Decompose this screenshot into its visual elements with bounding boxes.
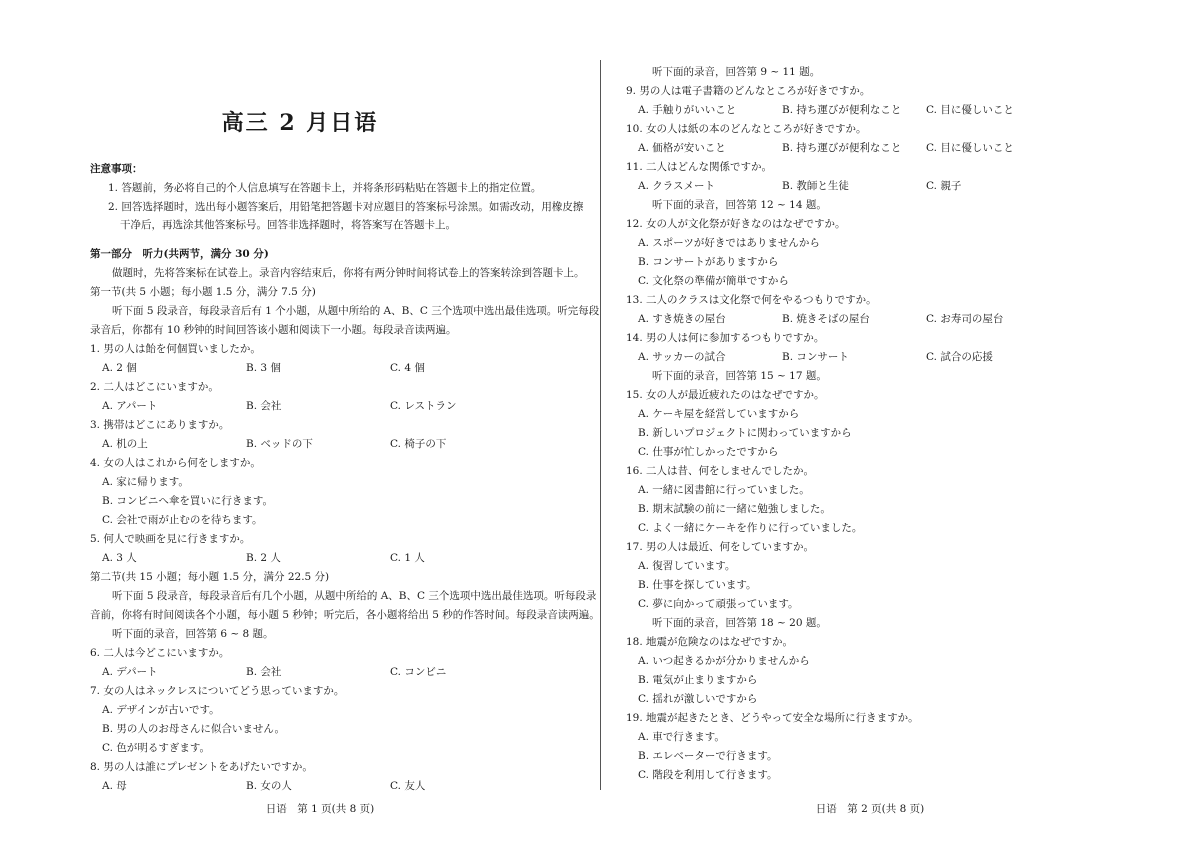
option-a: A. ケーキ屋を経営していますから bbox=[638, 408, 800, 420]
exam-title: 高三 2 月日语 bbox=[221, 110, 379, 136]
option-b: B. エレベーターで行きます。 bbox=[638, 750, 778, 762]
question-stem: 1. 男の人は飴を何個買いましたか。 bbox=[90, 343, 261, 355]
question-stem: 8. 男の人は誰にプレゼントをあげたいですか。 bbox=[90, 761, 313, 773]
option-a: A. 母 bbox=[102, 780, 127, 792]
question-stem: 15. 女の人が最近疲れたのはなぜですか。 bbox=[626, 389, 825, 401]
listening-intro: 听下面的录音，回答第 15 ~ 17 题。 bbox=[652, 370, 827, 382]
notes-block bbox=[90, 160, 590, 235]
option-a: A. すき焼きの屋台 bbox=[638, 313, 726, 325]
option-b: B. 3 個 bbox=[246, 362, 281, 374]
option-a: A. クラスメート bbox=[638, 180, 715, 192]
note-item: 1. 答题前，务必将自己的个人信息填写在答题卡上，并将条形码粘贴在答题卡上的指定位置。 bbox=[108, 182, 542, 194]
option-b: B. 会社 bbox=[246, 666, 282, 678]
question-stem: 7. 女の人はネックレスについてどう思っていますか。 bbox=[90, 685, 345, 697]
option-c: C. お寿司の屋台 bbox=[926, 313, 1004, 325]
option-b: B. 女の人 bbox=[246, 780, 292, 792]
section2-instruction: 听下面 5 段录音，每段录音后有几个小题，从题中所给的 A、B、C 三个选项中选出最佳选项。听每段录 bbox=[112, 590, 597, 602]
option-b: B. 持ち運びが便利なこと bbox=[782, 142, 902, 154]
note-item-continued: 干净后，再选涂其他答案标号。回答非选择题时，将答案写在答题卡上。 bbox=[120, 219, 456, 231]
option-c: C. よく一緒にケーキを作りに行っていました。 bbox=[638, 522, 863, 534]
option-b: B. 男の人のお母さんに似合いません。 bbox=[102, 723, 286, 735]
option-a: A. いつ起きるかが分かりませんから bbox=[638, 655, 810, 667]
option-a: A. 復習しています。 bbox=[638, 560, 736, 572]
question-stem: 19. 地震が起きたとき、どうやって安全な場所に行きますか。 bbox=[626, 712, 919, 724]
option-c: C. 目に優しいこと bbox=[926, 104, 1014, 116]
question-options bbox=[90, 359, 590, 378]
section1-heading: 第一节(共 5 小题；每小题 1.5 分，满分 7.5 分) bbox=[90, 286, 316, 298]
option-c: C. 揺れが激しいですから bbox=[638, 693, 758, 705]
option-c: C. 試合の応援 bbox=[926, 351, 993, 363]
left-questions bbox=[90, 245, 600, 796]
option-b: B. コンサートがありますから bbox=[638, 256, 779, 268]
option-c: C. 色が明るすぎます。 bbox=[102, 742, 210, 754]
question-options bbox=[626, 177, 1186, 196]
question-stem: 2. 二人はどこにいますか。 bbox=[90, 381, 219, 393]
listening-intro: 听下面的录音，回答第 18 ~ 20 题。 bbox=[652, 617, 827, 629]
section2-instruction: 音前，你将有时间阅读各个小题，每小题 5 秒钟；听完后，各小题将给出 5 秒的作答时间。每段录音读两遍。 bbox=[90, 609, 600, 621]
option-a: A. 手触りがいいこと bbox=[638, 104, 737, 116]
listening-intro: 听下面的录音，回答第 6 ~ 8 题。 bbox=[112, 628, 274, 640]
note-item: 2. 回答选择题时，选出每小题答案后，用铅笔把答题卡对应题目的答案标号涂黑。如需改动，用橡皮擦 bbox=[108, 200, 584, 213]
option-c: C. 階段を利用して行きます。 bbox=[638, 769, 778, 781]
notes-heading: 注意事项： bbox=[90, 163, 143, 175]
question-stem: 13. 二人のクラスは文化祭で何をやるつもりですか。 bbox=[626, 294, 877, 306]
option-b: B. 仕事を探しています。 bbox=[638, 579, 757, 591]
option-c: C. 目に優しいこと bbox=[926, 142, 1014, 154]
option-c: C. 親子 bbox=[926, 180, 962, 192]
listening-intro: 听下面的录音，回答第 12 ~ 14 题。 bbox=[652, 199, 827, 211]
option-c: C. 椅子の下 bbox=[390, 438, 447, 450]
section1-instruction: 听下面 5 段录音，每段录音后有 1 个小题，从题中所给的 A、B、C 三个选项中选出最佳选项。听完每段 bbox=[112, 305, 600, 317]
section2-heading: 第二节(共 15 小题；每小题 1.5 分，满分 22.5 分) bbox=[90, 571, 330, 583]
page-footer: 日语 第 1 页(共 8 页) bbox=[265, 803, 375, 815]
option-c: C. 1 人 bbox=[390, 552, 425, 564]
option-c: C. コンビニ bbox=[390, 666, 447, 678]
option-a: A. 3 人 bbox=[102, 552, 137, 564]
question-stem: 5. 何人で映画を見に行きますか。 bbox=[90, 533, 251, 545]
option-a: A. 2 個 bbox=[102, 362, 137, 374]
question-stem: 14. 男の人は何に参加するつもりですか。 bbox=[626, 332, 825, 344]
question-options bbox=[626, 139, 1186, 158]
option-b: B. 電気が止まりますから bbox=[638, 674, 758, 686]
option-a: A. スポーツが好きではありませんから bbox=[638, 237, 820, 249]
question-stem: 10. 女の人は紙の本のどんなところが好きですか。 bbox=[626, 123, 867, 135]
option-a: A. 価格が安いこと bbox=[638, 142, 726, 154]
question-options bbox=[626, 348, 1186, 367]
exam-page-2 bbox=[602, 0, 1200, 868]
option-b: B. 焼きそばの屋台 bbox=[782, 313, 870, 325]
option-b: B. ベッドの下 bbox=[246, 438, 313, 450]
question-options bbox=[90, 663, 590, 682]
question-stem: 3. 携帯はどこにありますか。 bbox=[90, 419, 230, 431]
option-a: A. デパート bbox=[102, 666, 158, 678]
option-b: B. 教師と生徒 bbox=[782, 180, 849, 192]
option-a: A. 家に帰ります。 bbox=[102, 476, 189, 488]
option-b: B. 持ち運びが便利なこと bbox=[782, 104, 902, 116]
question-options bbox=[626, 101, 1186, 120]
option-b: B. コンサート bbox=[782, 351, 849, 363]
page-footer: 日语 第 2 页(共 8 页) bbox=[815, 803, 925, 815]
option-b: B. 新しいプロジェクトに関わっていますから bbox=[638, 427, 852, 439]
option-c: C. 友人 bbox=[390, 780, 426, 792]
question-stem: 4. 女の人はこれから何をしますか。 bbox=[90, 457, 261, 469]
listening-intro: 听下面的录音，回答第 9 ~ 11 题。 bbox=[652, 66, 821, 78]
option-a: A. 机の上 bbox=[102, 438, 148, 450]
question-options bbox=[626, 310, 1186, 329]
question-stem: 6. 二人は今どこにいますか。 bbox=[90, 647, 230, 659]
question-stem: 12. 女の人が文化祭が好きなのはなぜですか。 bbox=[626, 218, 846, 230]
part1-instruction: 做题时，先将答案标在试卷上。录音内容结束后，你将有两分钟时间将试卷上的答案转涂到答题卡上。 bbox=[112, 267, 585, 279]
page-divider bbox=[600, 60, 601, 790]
option-b: B. コンビニへ傘を買いに行きます。 bbox=[102, 495, 274, 507]
right-questions bbox=[626, 63, 1186, 785]
option-a: A. 一緒に図書館に行っていました。 bbox=[638, 484, 810, 496]
option-b: B. 期末試験の前に一緒に勉強しました。 bbox=[638, 503, 831, 515]
option-c: C. 夢に向かって頑張っています。 bbox=[638, 598, 799, 610]
question-options bbox=[90, 397, 590, 416]
option-c: C. 4 個 bbox=[390, 362, 425, 374]
question-stem: 11. 二人はどんな関係ですか。 bbox=[626, 161, 773, 173]
question-options bbox=[90, 435, 590, 454]
question-options bbox=[90, 777, 590, 796]
option-c: C. 仕事が忙しかったですから bbox=[638, 446, 779, 458]
option-a: A. 車で行きます。 bbox=[638, 731, 725, 743]
question-stem: 18. 地震が危険なのはなぜですか。 bbox=[626, 636, 794, 648]
option-c: C. 会社で雨が止むのを待ちます。 bbox=[102, 514, 263, 526]
option-a: A. デザインが古いです。 bbox=[102, 704, 220, 716]
question-stem: 16. 二人は昔、何をしませんでしたか。 bbox=[626, 465, 815, 477]
part1-heading: 第一部分 听力(共两节，满分 30 分) bbox=[90, 248, 269, 260]
question-stem: 9. 男の人は電子書籍のどんなところが好きですか。 bbox=[626, 85, 871, 97]
question-stem: 17. 男の人は最近、何をしていますか。 bbox=[626, 541, 815, 553]
option-a: A. サッカーの試合 bbox=[638, 351, 726, 363]
option-b: B. 2 人 bbox=[246, 552, 281, 564]
option-b: B. 会社 bbox=[246, 400, 282, 412]
option-c: C. 文化祭の準備が簡単ですから bbox=[638, 275, 789, 287]
section1-instruction: 录音后，你都有 10 秒钟的时间回答该小题和阅读下一小题。每段录音读两遍。 bbox=[90, 324, 457, 336]
question-options bbox=[90, 549, 590, 568]
option-a: A. アパート bbox=[102, 400, 158, 412]
option-c: C. レストラン bbox=[390, 400, 457, 412]
